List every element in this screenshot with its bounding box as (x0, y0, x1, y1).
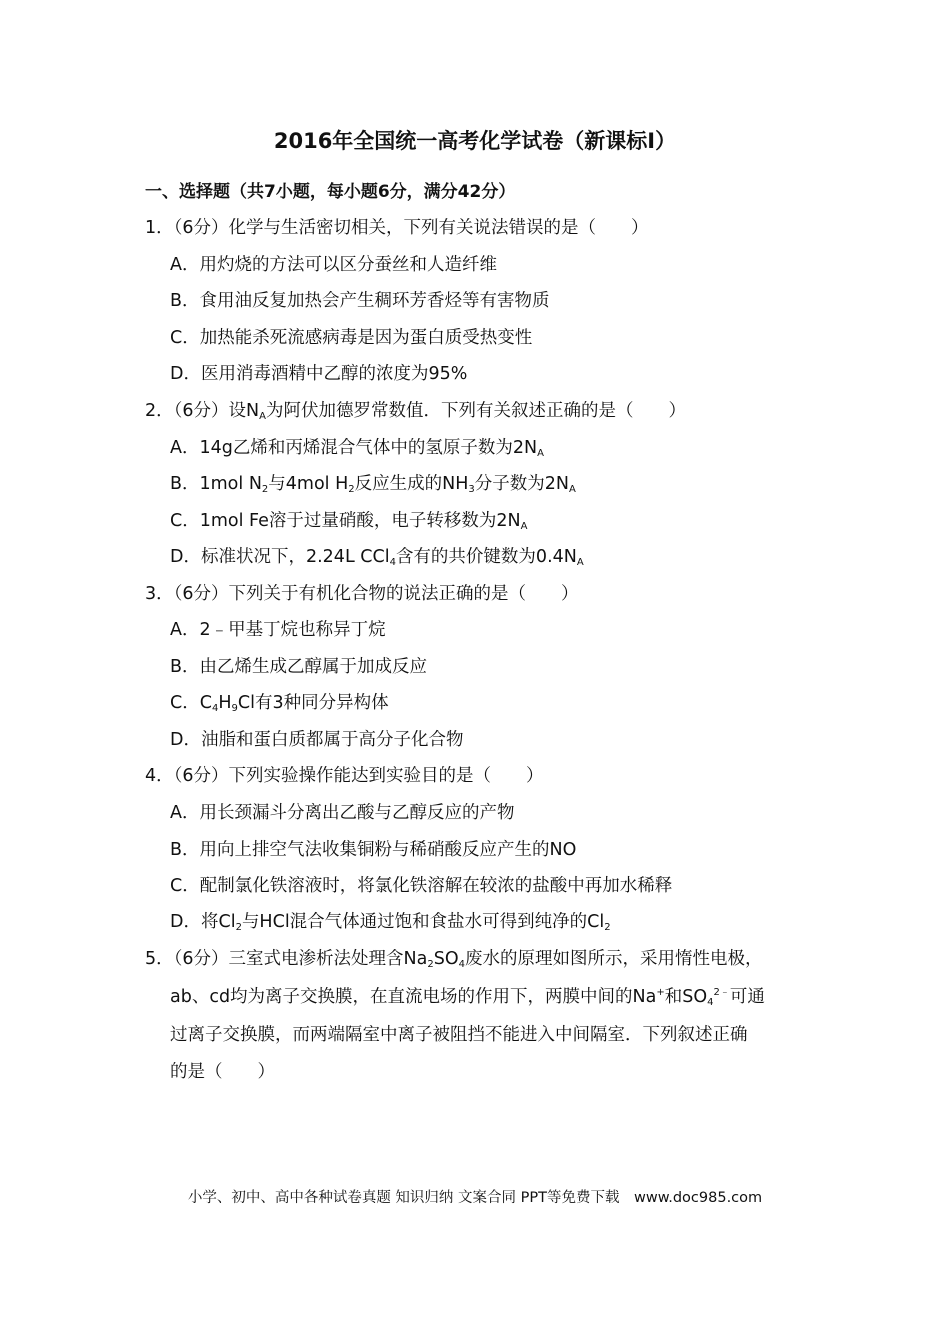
section-heading: 一、选择题（共7小题，每小题6分，满分42分） (145, 182, 516, 202)
question-1-option-a: A．用灼烧的方法可以区分蚕丝和人造纤维 (170, 255, 497, 275)
question-2-option-a: A．14g乙烯和丙烯混合气体中的氢原子数为$2N_A$ (170, 438, 544, 459)
question-3-option-d: D．油脂和蛋白质都属于高分子化合物 (170, 730, 464, 750)
question-4-option-c: C．配制氯化铁溶液时，将氯化铁溶解在较浓的盐酸中再加水稀释 (170, 876, 673, 896)
question-2-option-d: D．标准状况下，2.24L CCl$_4$含有的共价键数为$0.4N_A$ (170, 547, 584, 568)
question-4-option-d: D．将$Cl_2$与HCl混合气体通过饱和食盐水可得到纯净的$Cl_2$ (170, 912, 611, 933)
question-3-stem: 3．（6分）下列关于有机化合物的说法正确的是（ ） (145, 584, 579, 604)
question-3-option-a: A．2﹣甲基丁烷也称异丁烷 (170, 620, 386, 640)
question-4-option-a: A．用长颈漏斗分离出乙酸与乙醇反应的产物 (170, 803, 515, 823)
question-5-line-3: 过离子交换膜，而两端隔室中离子被阻挡不能进入中间隔室．下列叙述正确 (170, 1025, 748, 1045)
question-1-option-b: B．食用油反复加热会产生稠环芳香烃等有害物质 (170, 291, 550, 311)
question-2-option-b: B．1mol $N_2$与4mol $H_2$反应生成的$NH_3$分子数为$2N_A$ (170, 474, 576, 495)
question-4-option-b: B．用向上排空气法收集铜粉与稀硝酸反应产生的NO (170, 840, 577, 860)
question-3-option-b: B．由乙烯生成乙醇属于加成反应 (170, 657, 428, 677)
question-2-option-c: C．1mol Fe溶于过量硝酸，电子转移数为$2N_A$ (170, 511, 528, 532)
question-2-stem: 2．（6分）设$N_A$为阿伏加德罗常数值．下列有关叙述正确的是（ ） (145, 401, 686, 422)
page-footer: 小学、初中、高中各种试卷真题 知识归纳 文案合同 PPT等免费下载 www.doc985.com (187, 1190, 763, 1206)
question-1-option-c: C．加热能杀死流感病毒是因为蛋白质受热变性 (170, 328, 533, 348)
page-title: 2016年全国统一高考化学试卷（新课标I） (273, 129, 677, 153)
question-1-stem: 1．（6分）化学与生活密切相关，下列有关说法错误的是（ ） (145, 218, 649, 238)
question-3-option-c: C．$C_4H_9Cl$有3种同分异构体 (170, 693, 389, 714)
question-5-line-2: ab、cd均为离子交换膜，在直流电场的作用下，两膜中间的Na+和$SO_4^{2﹣}$可通 (170, 987, 765, 1008)
question-1-option-d: D．医用消毒酒精中乙醇的浓度为95% (170, 364, 468, 384)
question-5-line-4: 的是（ ） (170, 1062, 275, 1082)
question-4-stem: 4．（6分）下列实验操作能达到实验目的是（ ） (145, 766, 544, 786)
question-5-line-1: 5．（6分）三室式电渗析法处理含$Na_2SO_4$废水的原理如图所示，采用惰性电极， (145, 949, 763, 970)
